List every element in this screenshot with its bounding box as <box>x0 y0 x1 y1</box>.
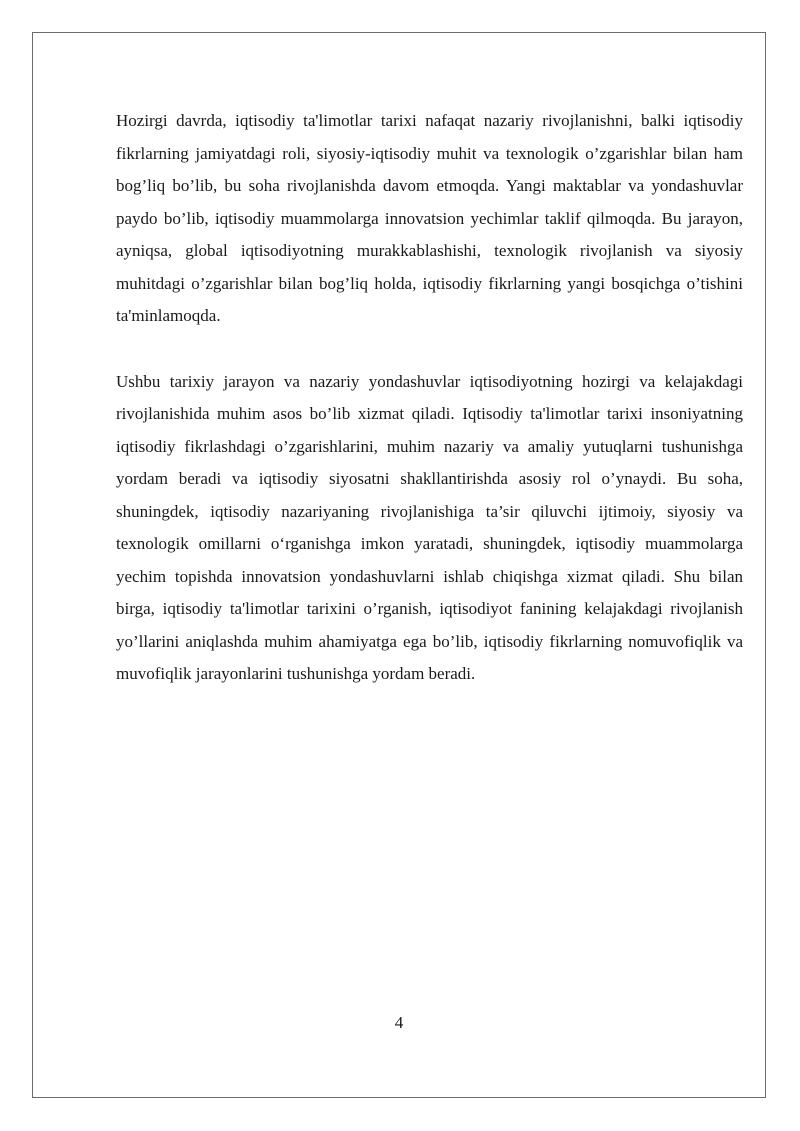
document-body <box>116 105 743 691</box>
paragraph-2: Ushbu tarixiy jarayon va nazariy yondashuvlar iqtisodiyotning hozirgi va kelajakdagi rivojlanishida muhim asos bo’lib xizmat qiladi. Iqtisodiy ta'limotlar tarixi insoniyatning iqtisodiy fikrlashdagi o’zgarishlarini, muhim nazariy va amaliy yutuqlarni tushunishga yordam beradi va iqtisodiy siyosatni shakllantirishda asosiy rol o’ynaydi. Bu soha, shuningdek, iqtisodiy nazariyaning rivojlanishiga ta’sir qiluvchi ijtimoiy, siyosiy va texnologik omillarni o‘rganishga imkon yaratadi, shuningdek, iqtisodiy muammolarga yechim topishda innovatsion yondashuvlarni ishlab chiqishga xizmat qiladi. Shu bilan birga, iqtisodiy ta'limotlar tarixini o’rganish, iqtisodiyot fanining kelajakdagi rivojlanish yo’llarini aniqlashda muhim ahamiyatga ega bo’lib, iqtisodiy fikrlarning nomuvofiqlik va muvofiqlik jarayonlarini tushunishga yordam beradi. <box>116 371 743 683</box>
document-page <box>32 32 766 1098</box>
paragraph-1: Hozirgi davrda, iqtisodiy ta'limotlar tarixi nafaqat nazariy rivojlanishni, balki iqtisodiy fikrlarning jamiyatdagi roli, siyosiy-iqtisodiy muhit va texnologik o’zgarishlar bilan ham bog’liq bo’lib, bu soha rivojlanishda davom etmoqda. Yangi maktablar va yondashuvlar paydo bo’lib, iqtisodiy muammolarga innovatsion yechimlar taklif qilmoqda. Bu jarayon, ayniqsa, global iqtisodiyotning murakkablashishi, texnologik rivojlanish va siyosiy muhitdagi o’zgarishlar bilan bog’liq holda, iqtisodiy fikrlarning yangi bosqichga o’tishini ta'minlamoqda. <box>116 111 743 325</box>
page-number: 4 <box>394 1013 404 1032</box>
